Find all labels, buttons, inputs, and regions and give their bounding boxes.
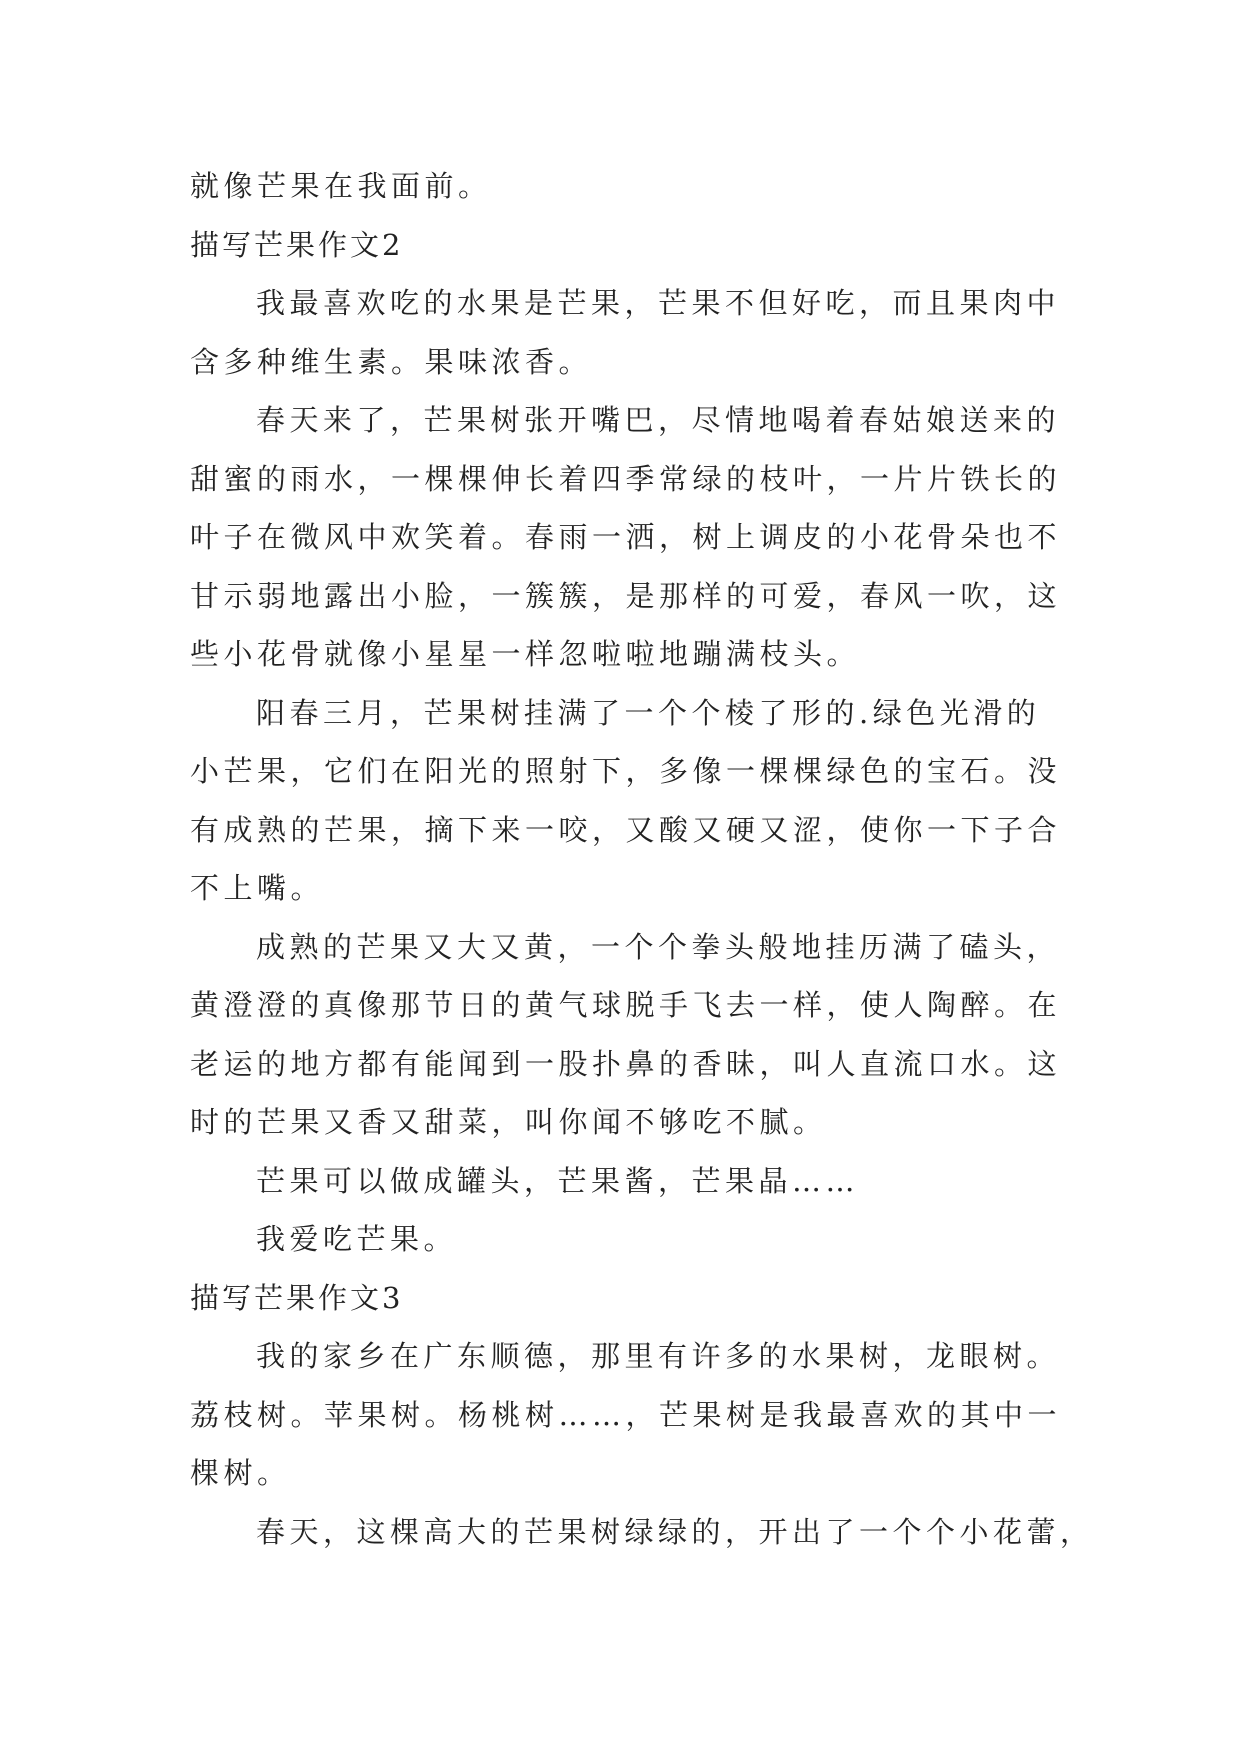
paragraph-first-line: 芒果可以做成罐头，芒果酱，芒果晶…… xyxy=(256,1163,860,1198)
paragraph-first-line: 阳春三月，芒果树挂满了一个个棱了形的.绿色光滑的 xyxy=(256,695,1041,730)
text-line: 黄澄澄的真像那节日的黄气球脱手飞去一样，使人陶醉。在 xyxy=(190,988,1062,1022)
text-line: 叶子在微风中欢笑着。春雨一洒，树上调皮的小花骨朵也不 xyxy=(190,520,1062,554)
text-line: 就像芒果在我面前。 xyxy=(190,169,492,203)
section-heading: 描写芒果作文3 xyxy=(190,1280,404,1315)
text-line: 含多种维生素。果味浓香。 xyxy=(190,344,593,379)
paragraph-first-line: 春天来了，芒果树张开嘴巴，尽情地喝着春姑娘送来的 xyxy=(256,403,1061,437)
text-line: 荔枝树。苹果树。杨桃树……，芒果树是我最喜欢的其中一 xyxy=(190,1397,1062,1432)
section-heading: 描写芒果作文2 xyxy=(190,227,404,262)
text-line: 不上嘴。 xyxy=(190,871,325,905)
text-line: 些小花骨就像小星星一样忽啦啦地蹦满枝头。 xyxy=(190,637,861,671)
text-line: 有成熟的芒果，摘下来一咬，又酸又硬又涩，使你一下子合 xyxy=(190,812,1062,847)
document-body xyxy=(190,157,1094,1561)
paragraph-first-line: 成熟的芒果又大又黄，一个个拳头般地挂历满了磕头， xyxy=(256,929,1061,964)
text-line: 甜蜜的雨水，一棵棵伸长着四季常绿的枝叶，一片片铁长的 xyxy=(190,461,1062,496)
paragraph-first-line: 春天，这棵高大的芒果树绿绿的，开出了一个个小花蕾， xyxy=(256,1514,1094,1549)
text-line: 老运的地方都有能闻到一股扑鼻的香昧，叫人直流口水。这 xyxy=(190,1046,1062,1081)
paragraph-first-line: 我的家乡在广东顺德，那里有许多的水果树，龙眼树。 xyxy=(256,1339,1061,1373)
text-line: 棵树。 xyxy=(190,1456,291,1490)
paragraph-first-line: 我最喜欢吃的水果是芒果，芒果不但好吃，而且果肉中 xyxy=(256,286,1061,320)
text-line: 甘示弱地露出小脸，一簇簇，是那样的可爱，春风一吹，这 xyxy=(190,578,1062,613)
paragraph-first-line: 我爱吃芒果。 xyxy=(256,1222,458,1256)
text-line: 小芒果，它们在阳光的照射下，多像一棵棵绿色的宝石。没 xyxy=(190,754,1062,788)
text-line: 时的芒果又香又甜菜，叫你闻不够吃不腻。 xyxy=(190,1105,827,1139)
